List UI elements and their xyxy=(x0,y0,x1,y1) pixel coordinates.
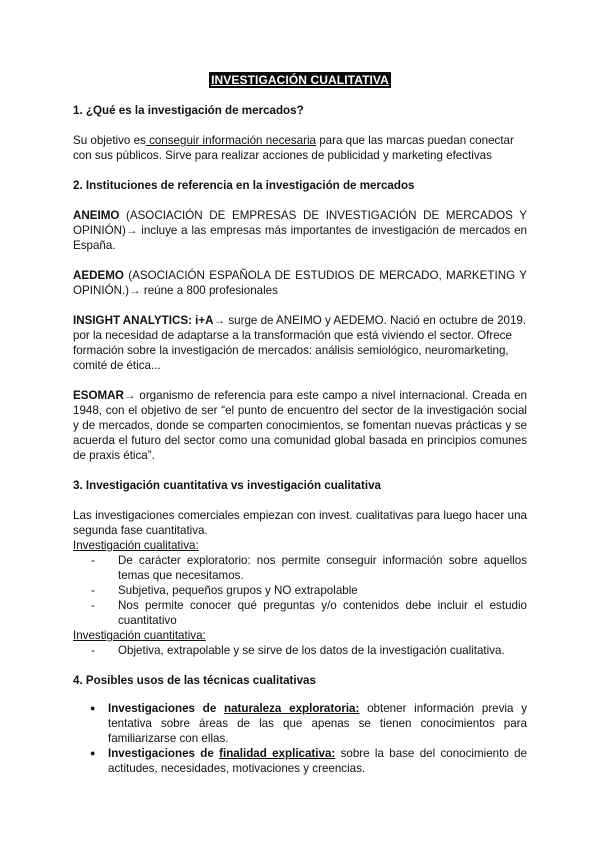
title-wrap xyxy=(73,72,527,88)
insight-name: INSIGHT ANALYTICS: i+A→ xyxy=(73,314,226,327)
section-1-paragraph xyxy=(73,133,527,163)
aedemo-text: (ASOCIACIÓN ESPAÑOLA DE ESTUDIOS DE MERCADO, MARKETING Y OPINIÓN.)→ reúne a 800 profesionales xyxy=(73,269,527,297)
s1-text-a: Su objetivo es xyxy=(73,134,146,147)
item1-lead: Investigaciones de xyxy=(108,702,225,715)
insight-text: surge de ANEIMO y AEDEMO. Nació en octubre de 2019. por la necesidad de adaptarse a la transformación que está viviendo el sector. Ofrece formación sobre la investigación de mercados: análisis semiológico, neuromarketing, comité de ética... xyxy=(73,314,527,372)
cuantitativa-label: Investigación cuantitativa: xyxy=(73,629,206,642)
aneimo-paragraph xyxy=(73,208,527,253)
aedemo-name: AEDEMO xyxy=(73,269,124,282)
cualitativa-label: Investigación cualitativa: xyxy=(73,539,199,552)
aedemo-paragraph xyxy=(73,268,527,298)
section-4-heading: 4. Posibles usos de las técnicas cualitativas xyxy=(73,674,316,687)
list-item: - De carácter exploratorio: nos permite conseguir información sobre aquellos temas que necesitamos. xyxy=(107,553,527,583)
s1-text-b: para que las marcas puedan conectar con sus públicos. Sirve para realizar acciones de publicidad y marketing efectivas xyxy=(73,134,514,162)
s1-underlined-text: conseguir información necesaria xyxy=(145,134,316,147)
list-item: - Nos permite conocer qué preguntas y/o contenidos debe incluir el estudio cuantitativo xyxy=(107,598,527,628)
insight-paragraph xyxy=(73,313,527,373)
section-2-heading: 2. Instituciones de referencia en la investigación de mercados xyxy=(73,179,415,192)
aneimo-text: (ASOCIACIÓN DE EMPRESAS DE INVESTIGACIÓN DE MERCADOS Y OPINIÓN)→ incluye a las empresas más importantes de investigación de mercados en España. xyxy=(73,209,527,252)
list-item: - Objetiva, extrapolable y se sirve de los datos de la investigación cualitativa. xyxy=(107,643,527,658)
list-item: - Subjetiva, pequeños grupos y NO extrapolable xyxy=(107,583,527,598)
item2-text: sobre la base del conocimiento de actitudes, necesidades, motivaciones y creencias. xyxy=(108,747,527,775)
item1-text: obtener información previa y tentativa sobre áreas de las que apenas se tienen conocimientos para familiarizarse con ellas. xyxy=(108,702,527,745)
cualitativa-list xyxy=(73,553,527,628)
list-item xyxy=(107,701,527,746)
usos-list xyxy=(73,701,527,776)
item2-lead: Investigaciones de xyxy=(108,747,220,760)
item2-underlined: finalidad explicativa: xyxy=(219,747,336,760)
document-title: INVESTIGACIÓN CUALITATIVA xyxy=(211,73,389,87)
document-page xyxy=(73,72,527,776)
section-3-heading: 3. Investigación cuantitativa vs investigación cualitativa xyxy=(73,479,381,492)
aneimo-name: ANEIMO xyxy=(73,209,120,222)
esomar-paragraph xyxy=(73,388,527,463)
section-1-heading: 1. ¿Qué es la investigación de mercados? xyxy=(73,104,304,117)
list-item xyxy=(107,746,527,776)
section-3-intro: Las investigaciones comerciales empiezan con invest. cualitativas para luego hacer una segunda fase cuantitativa. xyxy=(73,509,527,537)
esomar-name: ESOMAR xyxy=(73,389,124,402)
esomar-text: → organismo de referencia para este campo a nivel internacional. Creada en 1948, con el objetivo de ser “el punto de encuentro del sector de la investigación social y de mercados, donde se comparten conocimientos, se fomentan nuevas prácticas y se acuerda el futuro del sector como una comunidad global basada en principios comunes de praxis ética”. xyxy=(73,389,527,462)
cuantitativa-list xyxy=(73,643,527,658)
item1-underlined: naturaleza exploratoria: xyxy=(224,702,360,715)
